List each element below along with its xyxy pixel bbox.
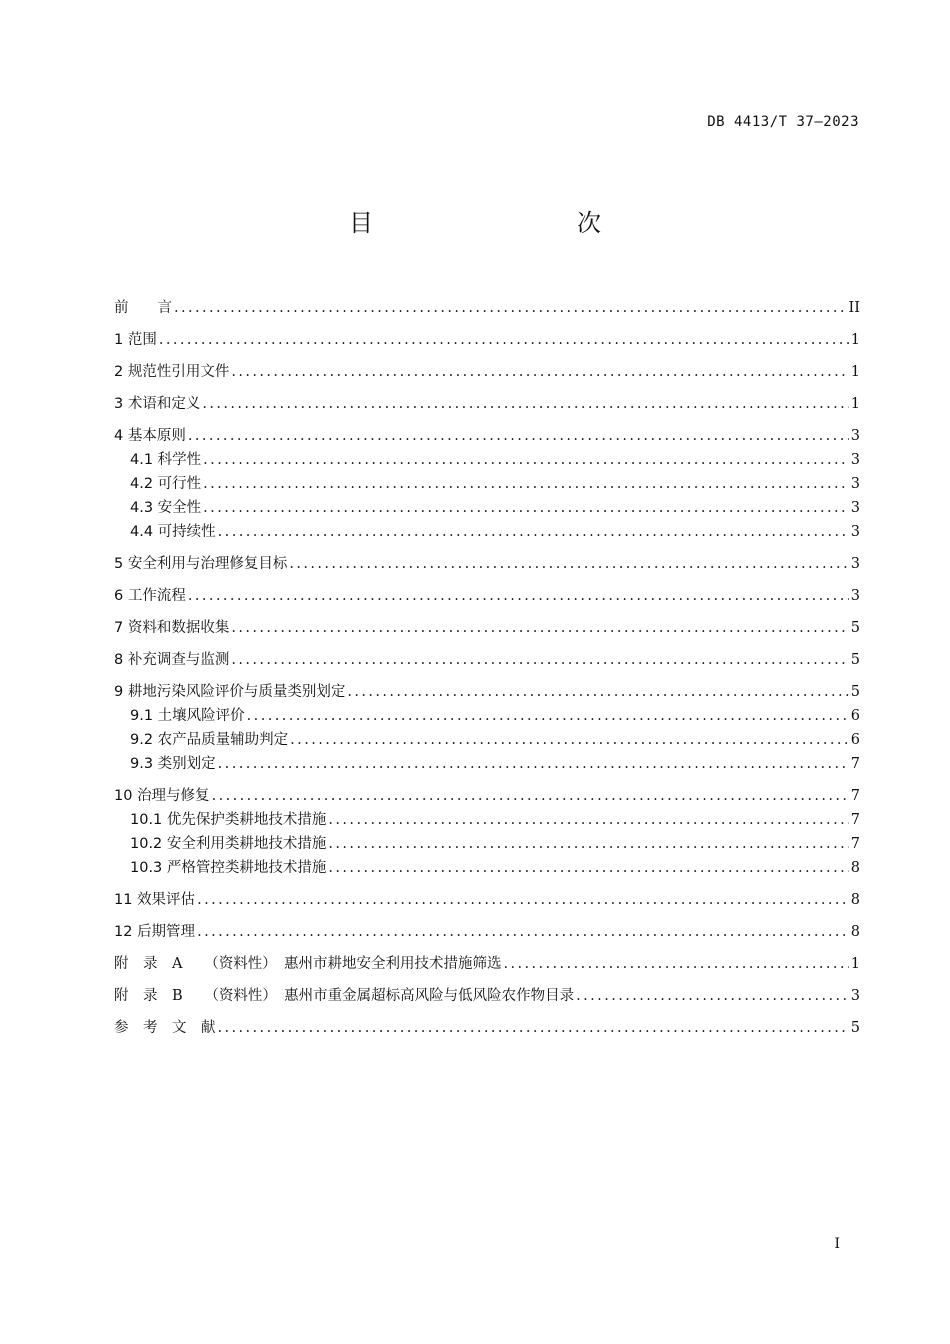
toc-entry-text: 严格管控类耕地技术措施	[166, 860, 327, 876]
toc-entry-label	[114, 785, 212, 807]
toc-leader-dots	[289, 553, 848, 575]
toc-entry[interactable]	[114, 809, 860, 831]
toc-entry-label	[114, 361, 231, 383]
toc-entry[interactable]	[114, 361, 860, 383]
toc-entry-label	[114, 985, 576, 1007]
toc-entry-label	[114, 425, 188, 447]
toc-entry-label	[114, 889, 197, 911]
toc-entry-label	[130, 857, 328, 879]
toc-entry[interactable]	[114, 521, 860, 543]
toc-leader-dots	[218, 753, 849, 775]
toc-entry[interactable]	[114, 753, 860, 775]
toc-entry-number: 4.1	[130, 452, 154, 468]
toc-entry-number: 10.3	[130, 860, 163, 876]
toc-entry[interactable]	[114, 585, 860, 607]
toc-entry-text: 附 录 B （资料性） 惠州市重金属超标高风险与低风险农作物目录	[114, 988, 575, 1004]
toc-entry-number: 5	[114, 556, 124, 572]
toc-entry-text: 土壤风险评价	[157, 708, 245, 724]
toc-entry-page: 1	[850, 396, 860, 412]
toc-entry[interactable]	[114, 705, 860, 727]
toc-entry-label	[130, 705, 247, 727]
toc-entry-number: 9	[114, 684, 124, 700]
toc-entry-label	[130, 521, 218, 543]
toc-entry[interactable]	[114, 393, 860, 415]
toc-entry-text: 类别划定	[157, 756, 216, 772]
toc-entry-text: 安全利用与治理修复目标	[127, 556, 288, 572]
toc-leader-dots	[197, 921, 849, 943]
toc-entry-text: 可行性	[157, 476, 202, 492]
toc-entry-text: 附 录 A （资料性） 惠州市耕地安全利用技术措施筛选	[114, 956, 502, 972]
toc-entry-number: 6	[114, 588, 124, 604]
toc-entry-number: 9.1	[130, 708, 154, 724]
toc-entry[interactable]	[114, 681, 860, 703]
toc-entry[interactable]	[114, 553, 860, 575]
toc-leader-dots	[231, 617, 848, 639]
toc-entry-label	[114, 1017, 218, 1039]
toc-entry-page: 3	[850, 524, 860, 540]
toc-entry-text: 术语和定义	[127, 396, 201, 412]
toc-leader-dots	[231, 649, 848, 671]
toc-entry-page: 3	[850, 988, 860, 1004]
toc-leader-dots	[347, 681, 848, 703]
toc-entry-text: 科学性	[157, 452, 202, 468]
toc-leader-dots	[188, 585, 849, 607]
toc-entry[interactable]	[114, 449, 860, 471]
toc-entry[interactable]	[114, 953, 860, 975]
toc-entry-label	[114, 681, 347, 703]
toc-leader-dots	[188, 425, 849, 447]
toc-entry-text: 规范性引用文件	[127, 364, 230, 380]
toc-entry[interactable]	[114, 729, 860, 751]
toc-entry-label	[114, 297, 174, 319]
toc-leader-dots	[328, 833, 848, 855]
toc-entry-number: 10.2	[130, 836, 163, 852]
toc-leader-dots	[290, 729, 849, 751]
toc-entry-page: 3	[850, 428, 860, 444]
toc-entry-page: 3	[850, 452, 860, 468]
toc-entry-label	[114, 649, 231, 671]
toc-entry-text: 治理与修复	[137, 788, 210, 804]
toc-entry[interactable]	[114, 497, 860, 519]
toc-entry-number: 7	[114, 620, 124, 636]
toc-leader-dots	[247, 705, 849, 727]
toc-entry-text: 补充调查与监测	[127, 652, 230, 668]
toc-entry-page: 1	[850, 956, 860, 972]
toc-entry-page: 1	[850, 364, 860, 380]
toc-entry[interactable]	[114, 889, 860, 911]
toc-entry-page: 5	[850, 652, 860, 668]
toc-entry-text: 安全利用类耕地技术措施	[166, 836, 327, 852]
toc-entry-text: 基本原则	[127, 428, 186, 444]
toc-entry[interactable]	[114, 473, 860, 495]
toc-entry-label	[130, 729, 290, 751]
toc-entry-number: 9.2	[130, 732, 154, 748]
toc-entry-label	[130, 809, 328, 831]
toc-entry-page: 5	[850, 1020, 860, 1036]
toc-leader-dots	[203, 497, 849, 519]
toc-leader-dots	[203, 449, 849, 471]
toc-entry[interactable]	[114, 329, 860, 351]
toc-entry-page: 3	[850, 476, 860, 492]
toc-entry[interactable]	[114, 425, 860, 447]
toc-entry[interactable]	[114, 833, 860, 855]
toc-entry-number: 4.4	[130, 524, 154, 540]
table-of-contents	[114, 287, 860, 1039]
toc-entry-page: 7	[850, 788, 860, 804]
toc-entry-number: 4.2	[130, 476, 154, 492]
toc-entry-page: 6	[850, 708, 860, 724]
toc-entry-number: 1	[114, 332, 124, 348]
toc-entry-page: 3	[850, 588, 860, 604]
toc-title: 目 次	[349, 209, 653, 237]
toc-entry-number: 9.3	[130, 756, 154, 772]
toc-entry-text: 耕地污染风险评价与质量类别划定	[127, 684, 346, 700]
toc-entry[interactable]	[114, 649, 860, 671]
toc-entry-page: 5	[850, 684, 860, 700]
toc-entry-page: 1	[850, 332, 860, 348]
toc-entry-text: 农产品质量辅助判定	[157, 732, 289, 748]
toc-leader-dots	[202, 393, 848, 415]
document-code: DB 4413/T 37—2023	[707, 114, 859, 130]
toc-entry-page: 3	[850, 556, 860, 572]
toc-entry[interactable]	[114, 985, 860, 1007]
toc-entry-label	[114, 585, 188, 607]
toc-leader-dots	[503, 953, 848, 975]
toc-entry-page: II	[848, 300, 860, 316]
toc-leader-dots	[328, 857, 848, 879]
toc-leader-dots	[218, 521, 849, 543]
toc-entry-label	[130, 833, 328, 855]
toc-leader-dots	[203, 473, 849, 495]
toc-entry-page: 7	[850, 836, 860, 852]
toc-entry-number: 8	[114, 652, 124, 668]
toc-entry-page: 5	[850, 620, 860, 636]
toc-entry[interactable]	[114, 785, 860, 807]
toc-leader-dots	[231, 361, 848, 383]
toc-entry-page: 8	[850, 924, 860, 940]
toc-leader-dots	[197, 889, 849, 911]
toc-leader-dots	[159, 329, 849, 351]
toc-entry-page: 7	[850, 756, 860, 772]
toc-entry[interactable]	[114, 857, 860, 879]
toc-entry-text: 优先保护类耕地技术措施	[166, 812, 327, 828]
toc-entry-label	[114, 393, 202, 415]
toc-entry-label	[130, 473, 203, 495]
toc-entry-page: 8	[850, 892, 860, 908]
toc-entry-text: 资料和数据收集	[127, 620, 230, 636]
toc-entry-label	[114, 617, 231, 639]
toc-entry-text: 前 言	[114, 300, 172, 316]
toc-entry-text: 安全性	[157, 500, 202, 516]
toc-entry-number: 10	[114, 788, 133, 804]
toc-entry-page: 3	[850, 500, 860, 516]
toc-entry-number: 12	[114, 924, 133, 940]
toc-entry-page: 8	[850, 860, 860, 876]
toc-leader-dots	[212, 785, 849, 807]
toc-entry[interactable]	[114, 617, 860, 639]
toc-entry-page: 7	[850, 812, 860, 828]
toc-entry-text: 可持续性	[157, 524, 216, 540]
toc-entry-text: 效果评估	[137, 892, 196, 908]
toc-entry-number: 11	[114, 892, 133, 908]
toc-entry-text: 范围	[127, 332, 157, 348]
toc-leader-dots	[328, 809, 848, 831]
toc-entry-text: 后期管理	[137, 924, 196, 940]
toc-entry-label	[114, 329, 159, 351]
toc-entry-number: 4	[114, 428, 124, 444]
toc-entry-page: 6	[850, 732, 860, 748]
toc-entry-label	[114, 553, 289, 575]
toc-entry-label	[130, 753, 218, 775]
toc-leader-dots	[576, 985, 849, 1007]
toc-entry-number: 10.1	[130, 812, 163, 828]
toc-entry-label	[130, 449, 203, 471]
page-number: I	[834, 1236, 840, 1252]
toc-entry-label	[114, 953, 503, 975]
toc-entry-text: 参 考 文 献	[114, 1020, 216, 1036]
toc-entry-number: 2	[114, 364, 124, 380]
toc-entry-label	[114, 921, 197, 943]
toc-entry[interactable]	[114, 921, 860, 943]
toc-entry-label	[130, 497, 203, 519]
toc-leader-dots	[218, 1017, 849, 1039]
toc-entry-text: 工作流程	[127, 588, 186, 604]
toc-entry[interactable]	[114, 297, 860, 319]
toc-entry-number: 3	[114, 396, 124, 412]
toc-entry-number: 4.3	[130, 500, 154, 516]
toc-entry[interactable]	[114, 1017, 860, 1039]
toc-leader-dots	[174, 297, 847, 319]
